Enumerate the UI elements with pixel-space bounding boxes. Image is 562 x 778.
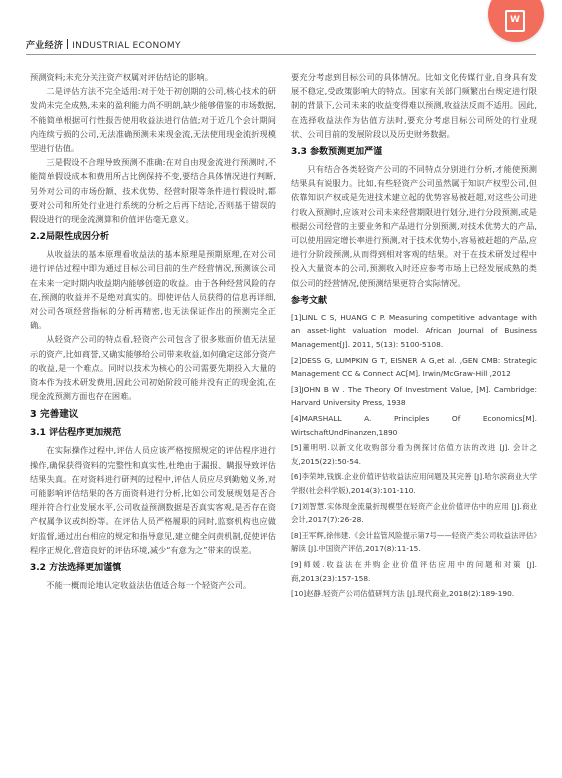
section-name-cn: 产业经济	[26, 41, 64, 51]
reference-item: [6]李荣坤,钱旗.企业价值评估收益法应用问题及其完善 [J].哈尔滨商业大学学报(社会科学版),2014(3):101-110.	[291, 472, 537, 495]
reference-item: [3]JOHN B W . The Theory Of Investment Value, [M]. Cambridge: Harvard University Press, 1938	[291, 384, 537, 408]
header-divider	[26, 54, 536, 55]
references-list	[291, 311, 537, 601]
paragraph: 从收益法的基本原理看收益法的基本原理是预期原理,在对公司进行评估过程中即为通过目标公司目前的生产经营情况,预测该公司在未来一定时期内收益期内能够创造的收益。由于各种经营风险的存在,预测的收益并不是绝对真实的。即使评估人员获得的信息再详细,对公司各项经营指标的分析再精密,也无法保证作出的预测完全正确。	[30, 249, 276, 331]
reference-item: [7]刘智慧.实体现金流量折现模型在轻资产企业价值评估中的应用 [J].商业会计,2017(7):26-28.	[291, 501, 537, 525]
right-column	[291, 70, 537, 603]
reference-item: [9]师媛.收益法在并购企业价值评估应用中的问题和对策 [J].商,2013(23):157-158.	[291, 559, 537, 583]
left-column	[30, 70, 276, 592]
reference-item: [1]LINL C S, HUANG C P. Measuring competitive advantage with an asset-light valuation model. African Journal of Business Management[J]. 2011, 5(13): 5100-5108.	[291, 312, 537, 350]
page-header	[26, 38, 181, 51]
reference-item: [4]MARSHALL A. Principles Of Economics[M]. WirtschaftUndFinanzen,1890	[291, 414, 537, 437]
references-title: 参考文献	[291, 295, 328, 306]
section-heading-2-2: 2.2局限性成因分析	[30, 232, 109, 243]
paragraph: 不能一概而论地认定收益法估值适合每一个轻资产公司。	[46, 580, 252, 591]
paragraph: 要充分考虑到目标公司的具体情况。比如文化传媒行业,自身具有发展不稳定,受政策影响大的特点。国家有关部门频繁出台规定进行限制的背景下,公司未来的收益变得难以预测,收益法反而不适用。因此,在选择收益法作为估值方法时,要充分考虑目标公司所处的行业现状、公司目前的发展阶段以及历史财务数据。	[291, 72, 537, 139]
reference-item: [10]赵静.轻资产公司估值研判方法 [J].现代商业,2018(2):189-190.	[291, 589, 515, 599]
section-heading-3-1: 3.1 评估程序更加规范	[30, 428, 122, 439]
header-separator	[67, 39, 68, 49]
paragraph: 三是假设不合理导致预测不准确:在对自由现金流进行预测时,不能简单假设成本和费用所占比例保持不变,要结合具体情况进行判断,另外对公司的市场份额、技术优势、经营时限等条件进行假设时,都要对公司和所处行业进行系统的分析之后再下结论,否则基于错误的假设进行的现金流测算和价值评估毫无意义。	[30, 157, 276, 225]
document-badge[interactable]	[488, 0, 544, 42]
section-heading-3-3: 3.3 参数预测更加严谨	[291, 147, 383, 158]
paragraph: 从轻资产公司的特点看,轻资产公司包含了很多账面价值无法显示的资产,比如商誉,又确实能够给公司带来收益,如何确定这部分资产的收益,是一个难点。同时以技术为核心的公司需要先期投入大量的资本作为技术研发费用,因此公司初始阶段可能并没有正的现金流,在现金流预测方面也存在困难。	[30, 334, 276, 402]
paragraph: 二是评估方法不完全适用:对于处于初创期的公司,核心技术的研发尚未完全成熟,未来的盈利能力尚不明朗,缺少能够借鉴的市场数据,不能简单根据可行性报告使用收益法进行估值;对于近几个会计期间内连续亏损的公司,无法准确预测未来现金流,无法使用现金流折现模型进行估值。	[30, 86, 276, 154]
section-heading-3: 3 完善建议	[30, 409, 79, 421]
section-name-en: INDUSTRIAL ECONOMY	[72, 41, 181, 51]
reference-item: [5]董明明.以新文化收购部分看为例探讨估值方法的改进 [J]. 会计之友,2015(22):50-54.	[291, 443, 537, 466]
reference-item: [8]王军辉,徐伟建.《会计监管风险提示第7号——轻资产类公司收益法评估》解读 [J].中国资产评估,2017(8):11-15.	[291, 530, 537, 554]
paragraph: 只有结合各类轻资产公司的不同特点分别进行分析,才能使预测结果具有说服力。比如,有些轻资产公司虽然属于知识产权型公司,但依靠知识产权或是先进技术建立起的优势容易被赶超,对这些公司进行收入预测时,应该对公司未来经营期限进行划分,进行分段预测,或是根据公司经营的主要业务和产品进行分别预测,对技术优势大的产品,可以使用固定增长率进行预测,对于技术优势小,容易被赶超的产品,应进行分阶段预测,从而得到相对客观的结果。对于在技术研发过程中投入大量资本的公司,预测收入时还应参考市场上已经发展成熟的类似公司的经营情况,使预测结果更符合实际情况。	[291, 164, 537, 288]
paragraph: 预测资料;未充分关注资产权属对评估结论的影响。	[30, 72, 213, 82]
section-heading-3-2: 3.2 方法选择更加谨慎	[30, 563, 122, 574]
paragraph: 在实际操作过程中,评估人员应该严格按照规定的评估程序进行操作,确保获得资料的完整性和真实性,杜绝由于漏报、瞒报导致评估结果失真。在对资料进行研判的过程中,评估人员应尽到勤勉义务,对可能影响评估结果的各方面资料进行分析,比如公司发展规划是否合理并符合行业发展水平,公司收益预测数据是否真实客观,是否存在资产权属争议或纠纷等。在评估人员严格履职的同时,监察机构也应做好监督,通过出台相应的规定和指导意见,建立健全问责机制,促使评估程序正规化,营造良好的评估环境,减少“有意为之”带来的误差。	[30, 445, 276, 555]
document-w-icon: W	[505, 10, 525, 32]
reference-item: [2]DESS G, LUMPKIN G T, EISNER A G,et al. ,GEN CMB: Strategic Management CC & Connect AC[M]. Irwin/McGraw-Hill ,2012	[291, 355, 537, 379]
